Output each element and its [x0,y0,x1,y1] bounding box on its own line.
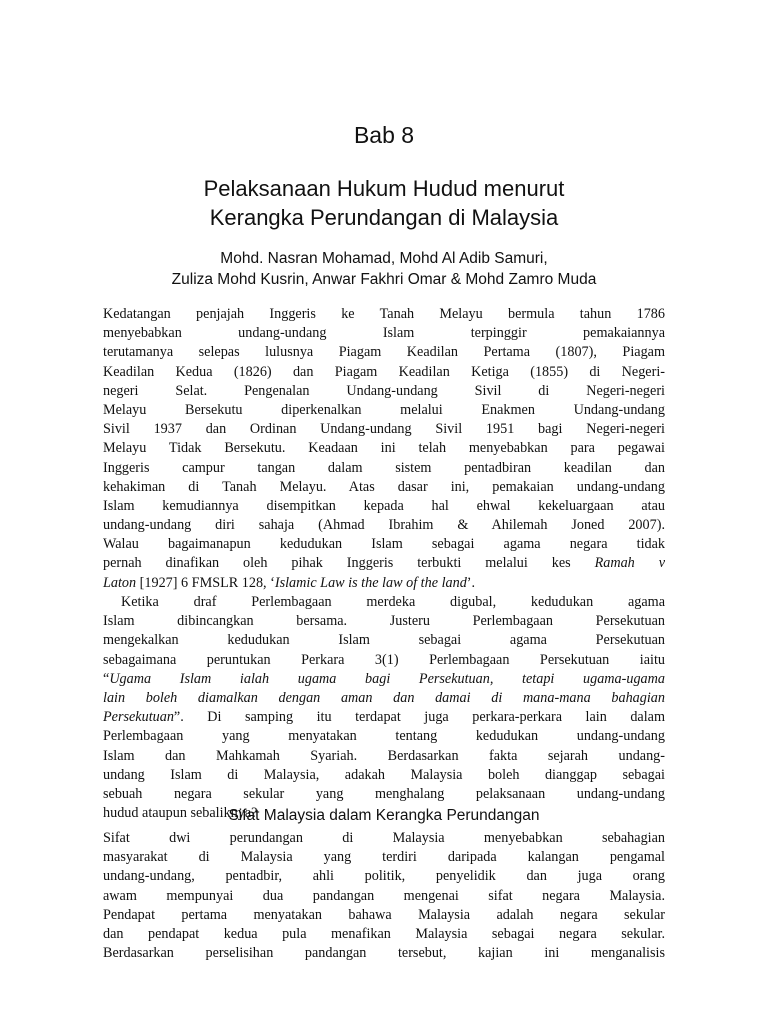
quote-close: ’. [466,574,476,591]
text-line: Melayu Tidak Bersekutu. Keadaan ini telah menyebabkan para pegawai [103,440,665,457]
text-fragment: ”. Di samping itu terdapat juga perkara-perkara lain dalam [173,709,665,726]
authors-line-1: Mohd. Nasran Mohamad, Mohd Al Adib Samuri, [220,250,548,267]
text-line: Islam kemudiannya disempitkan kepada hal ehwal kekeluargaan atau [103,497,665,514]
text-line: sebagaimana peruntukan Perkara 3(1) Perlembagaan Persekutuan iaitu [103,651,665,668]
text-line: masyarakat di Malaysia yang terdiri daripada kalangan pengamal [103,849,665,866]
chapter-number: Bab 8 [353,122,415,148]
quote-text: Persekutuan [103,709,174,726]
text-line: menyebabkan undang-undang Islam terpinggir pemakaiannya [103,325,665,342]
text-line: undang Islam di Malaysia, adakah Malaysia boleh dianggap sebagai [103,766,665,783]
quote-text: lain boleh diamalkan dengan aman dan damai di mana-mana bahagian [103,689,665,706]
text-line: Berdasarkan perselisihan pandangan tersebut, kajian ini menganalisis [103,945,665,962]
paragraph-1 [103,305,665,593]
text-line: negeri Selat. Pengenalan Undang-undang Sivil di Negeri-negeri [103,382,665,399]
text-line: sebuah negara sekular yang menghalang pelaksanaan undang-undang [103,785,665,802]
paragraph-2 [103,593,665,823]
text-line [103,574,665,593]
text-line [103,670,665,689]
text-line [103,689,665,708]
text-line: Pendapat pertama menyatakan bahawa Malaysia adalah negara sekular [103,906,665,923]
authors-line-2: Zuliza Mohd Kusrin, Anwar Fakhri Omar & Mohd Zamro Muda [171,271,597,288]
text-line: awam mempunyai dua pandangan mengenai sifat negara Malaysia. [103,887,665,904]
author-list [0,248,768,290]
text-line: Islam dan Mahkamah Syariah. Berdasarkan fakta sejarah undang- [103,747,665,764]
text-line: dan pendapat kedua pula menafikan Malaysia sebagai negara sekular. [103,925,665,942]
text-line: mengekalkan kedudukan Islam sebagai agama Persekutuan [103,632,665,649]
text-line: undang-undang diri sahaja (Ahmad Ibrahim & Ahilemah Joned 2007). [103,517,665,534]
quote-text: Ugama Islam ialah ugama bagi Persekutuan, tetapi ugama-ugama [109,670,665,687]
text-line: Inggeris campur tangan dalam sistem pentadbiran keadilan dan [103,459,665,476]
chapter-title-line-2: Kerangka Perundangan di Malaysia [209,205,559,230]
case-name: Laton [103,574,137,591]
case-name: Ramah v [594,555,665,572]
section-heading: Sifat Malaysia dalam Kerangka Perundangan [228,807,540,824]
text-line [103,554,665,573]
text-line: hudud ataupun sebaliknya? [103,805,258,822]
text-line: Sifat dwi perundangan di Malaysia menyebabkan sebahagian [103,830,665,846]
text-line: Islam dibincangkan bersama. Justeru Perlembagaan Persekutuan [103,613,665,630]
quote-open: “ [103,670,110,687]
paragraph-3 [103,829,665,963]
text-line [103,708,665,727]
text-line: kehakiman di Tanah Melayu. Atas dasar ini, pemakaian undang-undang [103,478,665,495]
text-line: Sivil 1937 dan Ordinan Undang-undang Sivil 1951 bagi Negeri-negeri [103,421,665,438]
text-line: undang-undang, pentadbir, ahli politik, penyelidik dan juga orang [103,868,665,885]
text-line: Ketika draf Perlembagaan merdeka digubal, kedudukan agama [121,594,665,610]
text-line: terutamanya selepas lulusnya Piagam Keadilan Pertama (1807), Piagam [103,344,665,361]
text-line: Keadilan Kedua (1826) dan Piagam Keadilan Ketiga (1855) di Negeri- [103,363,665,380]
text-fragment: pernah dinafikan oleh pihak Inggeris terbukti melalui kes [103,555,571,572]
text-line: Perlembagaan yang menyatakan tentang kedudukan undang-undang [103,728,665,745]
text-line: Walau bagaimanapun kedudukan Islam sebagai agama negara tidak [103,536,665,553]
text-line: Melayu Bersekutu diperkenalkan melalui Enakmen Undang-undang [103,401,665,418]
chapter-title [0,174,768,232]
chapter-title-line-1: Pelaksanaan Hukum Hudud menurut [203,176,565,201]
quote-text: Islamic Law is the law of the land [274,574,467,591]
case-citation: [1927] 6 FMSLR 128, ‘ [136,574,275,591]
text-line: Kedatangan penjajah Inggeris ke Tanah Melayu bermula tahun 1786 [103,306,665,322]
